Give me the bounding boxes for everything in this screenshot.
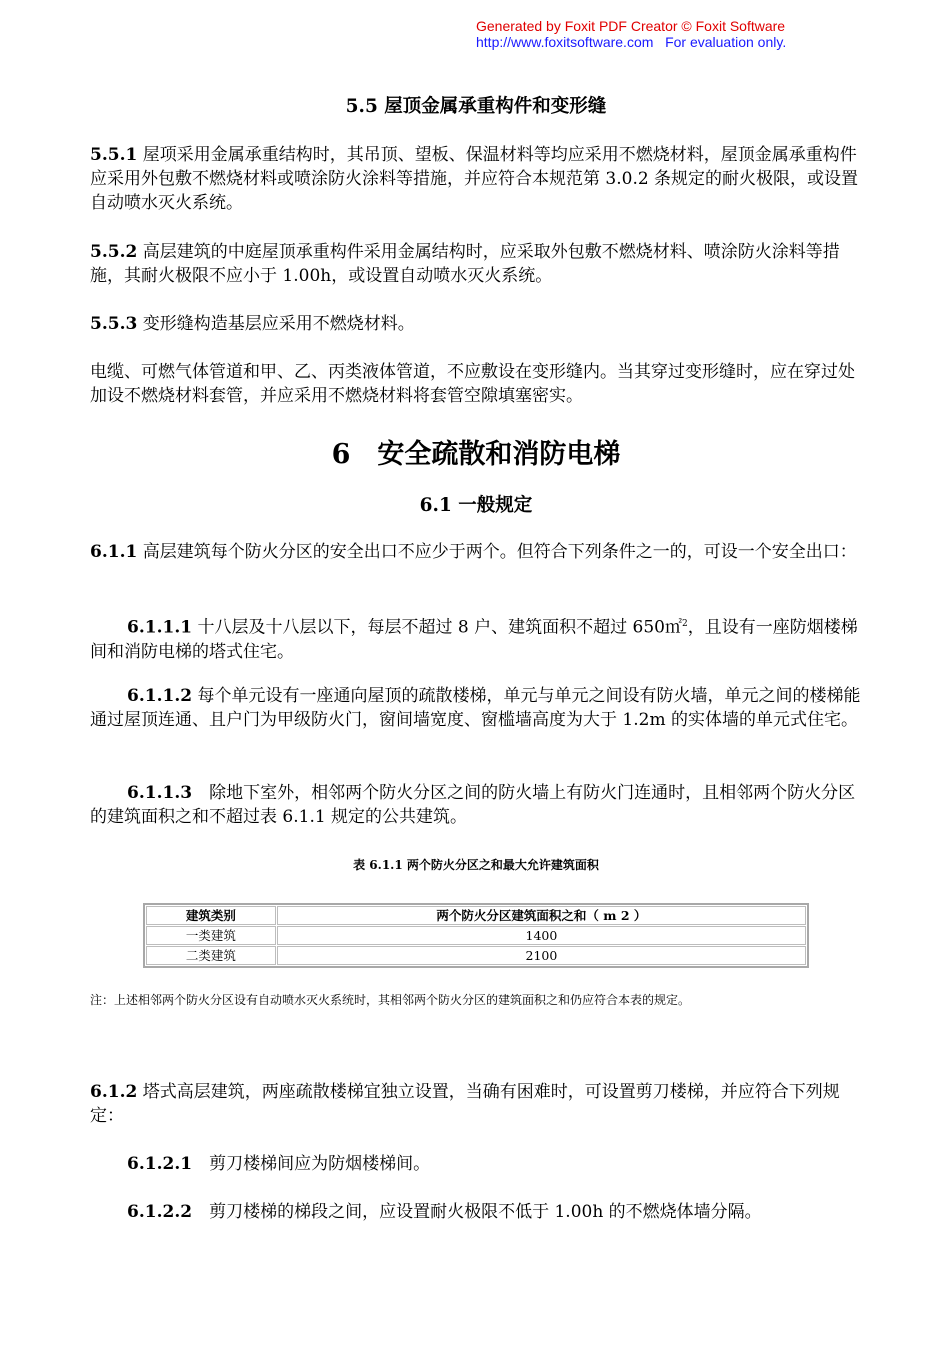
clause-text-a: 十八层及十八层以下，每层不超过 8 户、建筑面积不超过 650㎡ — [192, 617, 682, 638]
para-6-1-1 — [90, 540, 862, 564]
watermark-line2 — [476, 34, 876, 50]
clause-text: 变形缝构造基层应采用不燃烧材料。 — [137, 314, 415, 334]
clause-number: 6.1.2.1 — [127, 1154, 193, 1174]
table-header-row — [146, 906, 806, 925]
clause-number: 6.1.2 — [90, 1082, 138, 1102]
table-note: 注：上述相邻两个防火分区设有自动喷水灭火系统时，其相邻两个防火分区的建筑面积之和仍应符合本表的规定。 — [90, 993, 691, 1007]
clause-number: 6.1.1 — [90, 542, 138, 562]
clause-text: 每个单元设有一座通向屋顶的疏散楼梯，单元与单元之间设有防火墙，单元之间的楼梯能通过屋顶连通、且户门为甲级防火门，窗间墙宽度、窗槛墙高度为大于 1.2m 的实体墙的单元式住宅。 — [90, 686, 861, 730]
header-area-sum: 两个防火分区建筑面积之和（ m 2 ） — [277, 906, 806, 925]
cell-class: 一类建筑 — [146, 926, 276, 945]
clause-text: 剪刀楼梯的梯段之间，应设置耐火极限不低于 1.00h 的不燃烧体墙分隔。 — [192, 1202, 762, 1222]
para-5-5-3 — [90, 312, 862, 336]
cell-class: 二类建筑 — [146, 946, 276, 965]
clause-number: 6.1.1.3 — [127, 783, 193, 803]
clause-text: 高层建筑的中庭屋顶承重构件采用金属结构时，应采取外包敷不燃烧材料、喷涂防火涂料等措施，其耐火极限不应小于 1.00h，或设置自动喷水灭火系统。 — [90, 242, 840, 286]
clause-number: 6.1.1.1 — [127, 617, 193, 638]
para-5-5-2 — [90, 240, 862, 288]
watermark-eval-text: For evaluation only. — [665, 34, 787, 50]
table-row — [146, 946, 806, 965]
table-caption: 表 6.1.1 两个防火分区之和最大允许建筑面积 — [353, 858, 599, 872]
clause-text: 塔式高层建筑，两座疏散楼梯宜独立设置，当确有困难时，可设置剪刀楼梯，并应符合下列规定： — [90, 1082, 840, 1126]
evaluation-watermark — [476, 18, 876, 50]
clause-text: 剪刀楼梯间应为防烟楼梯间。 — [192, 1154, 431, 1174]
para-6-1-1-2 — [90, 684, 862, 732]
clause-text: 高层建筑每个防火分区的安全出口不应少于两个。但符合下列条件之一的，可设一个安全出口： — [137, 542, 857, 562]
clause-text: 屋项采用金属承重结构时，其吊顶、望板、保温材料等均应采用不燃烧材料，屋顶金属承重构件应采用外包敷不燃烧材料或喷涂防火涂料等措施，并应符合本规范第 3.0.2 条规定的耐火极限，或设置自动喷水灭火系统。 — [90, 145, 859, 213]
para-6-1-2-1 — [90, 1152, 862, 1176]
clause-number: 6.1.2.2 — [127, 1202, 193, 1222]
superscript: 2 — [681, 619, 688, 629]
clause-text: 除地下室外，相邻两个防火分区之间的防火墙上有防火门连通时，且相邻两个防火分区的建筑面积之和不超过表 6.1.1 规定的公共建筑。 — [90, 783, 856, 827]
foxit-link[interactable]: http://www.foxitsoftware.com — [476, 34, 654, 50]
area-table — [143, 903, 809, 968]
cell-area: 1400 — [277, 926, 806, 945]
clause-number: 5.5.1 — [90, 145, 138, 165]
chapter-6-title: 6 安全疏散和消防电梯 — [331, 439, 621, 470]
watermark-line1: Generated by Foxit PDF Creator © Foxit Software — [476, 18, 786, 34]
para-5-5-1 — [90, 143, 862, 215]
clause-number: 5.5.2 — [90, 242, 138, 262]
section-5-5-title: 5.5 屋顶金属承重构件和变形缝 — [345, 96, 607, 117]
clause-number: 5.5.3 — [90, 314, 138, 334]
clause-text-b: ，且设有一座防烟楼梯间和消防电梯的塔式住宅。 — [90, 617, 858, 662]
header-building-class: 建筑类别 — [146, 906, 276, 925]
para-6-1-1-1 — [90, 612, 862, 664]
para-6-1-2-2 — [90, 1200, 862, 1224]
para-6-1-1-3 — [90, 781, 862, 829]
section-6-1-title: 6.1 一般规定 — [419, 495, 533, 516]
para-cable-pipes: 电缆、可燃气体管道和甲、乙、丙类液体管道，不应敷设在变形缝内。当其穿过变形缝时，应在穿过处加设不燃烧材料套管，并应采用不燃烧材料将套管空隙填塞密实。 — [90, 362, 855, 406]
cell-area: 2100 — [277, 946, 806, 965]
table-row — [146, 926, 806, 945]
para-6-1-2 — [90, 1080, 862, 1128]
clause-number: 6.1.1.2 — [127, 686, 193, 706]
